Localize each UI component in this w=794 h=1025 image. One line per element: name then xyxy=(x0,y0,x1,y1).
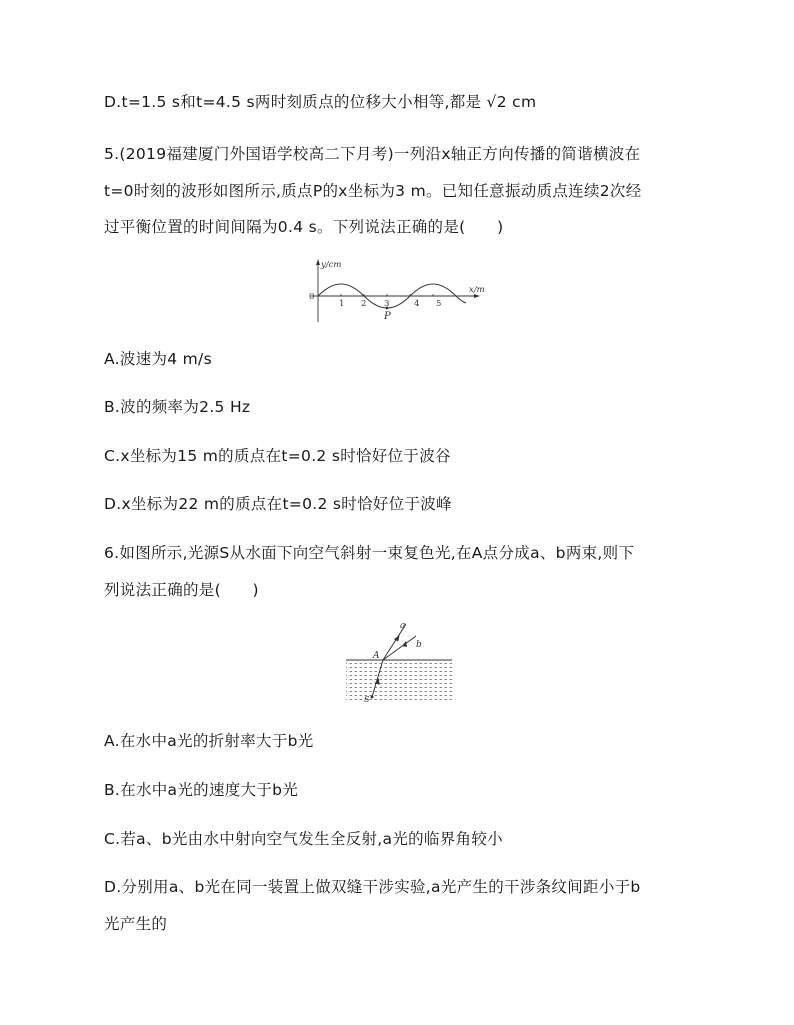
q6-option-d-line-2: 光产生的 xyxy=(104,915,168,933)
tick-label-3: 3 xyxy=(384,299,390,309)
label-a: a xyxy=(400,621,406,631)
refracted-ray-b xyxy=(383,636,416,660)
y-axis-label: y/cm xyxy=(321,260,342,270)
tick-label-1: 1 xyxy=(339,299,345,309)
q6-option-d-line-1: D.分别用a、b光在同一装置上做双缝干涉实验,a光产生的干涉条纹间距小于b xyxy=(104,878,641,896)
source-s-marker xyxy=(371,696,374,699)
tick-label-2: 2 xyxy=(361,299,367,309)
refraction-figure xyxy=(344,618,456,704)
ray-b-arrow xyxy=(402,641,407,647)
point-p-label: P xyxy=(384,311,391,322)
label-S: S xyxy=(364,695,370,704)
q5-option-c: C.x坐标为15 m的质点在t=0.2 s时恰好位于波谷 xyxy=(104,447,451,465)
water-region xyxy=(346,660,452,702)
q5-stem-line-3: 过平衡位置的时间间隔为0.4 s。下列说法正确的是( ) xyxy=(104,218,504,236)
q5-option-a: A.波速为4 m/s xyxy=(104,350,212,368)
q6-option-a: A.在水中a光的折射率大于b光 xyxy=(104,732,314,750)
q5-stem-line-1: 5.(2019福建厦门外国语学校高二下月考)一列沿x轴正方向传播的简谐横波在 xyxy=(104,145,641,163)
y-axis-arrow xyxy=(316,259,320,265)
q6-option-c: C.若a、b光由水中射向空气发生全反射,a光的临界角较小 xyxy=(104,830,503,848)
tick-label-4: 4 xyxy=(414,299,420,309)
origin-label: 0 xyxy=(309,292,315,302)
q5-stem-line-2: t=0时刻的波形如图所示,质点P的x坐标为3 m。已知任意振动质点连续2次经 xyxy=(104,182,642,200)
q5-option-d: D.x坐标为22 m的质点在t=0.2 s时恰好位于波峰 xyxy=(104,495,452,513)
q4-option-d: D.t=1.5 s和t=4.5 s两时刻质点的位移大小相等,都是 √2 cm xyxy=(104,93,537,111)
wave-figure xyxy=(306,256,492,326)
q6-option-b: B.在水中a光的速度大于b光 xyxy=(104,781,299,799)
label-A: A xyxy=(373,651,380,661)
x-axis-label: x/m xyxy=(469,285,485,295)
q5-option-b: B.波的频率为2.5 Hz xyxy=(104,398,251,416)
label-b: b xyxy=(416,640,422,650)
tick-label-5: 5 xyxy=(436,299,442,309)
q6-stem-line-2: 列说法正确的是( ) xyxy=(104,581,259,599)
q6-stem-line-1: 6.如图所示,光源S从水面下向空气斜射一束复色光,在A点分成a、b两束,则下 xyxy=(104,544,635,562)
